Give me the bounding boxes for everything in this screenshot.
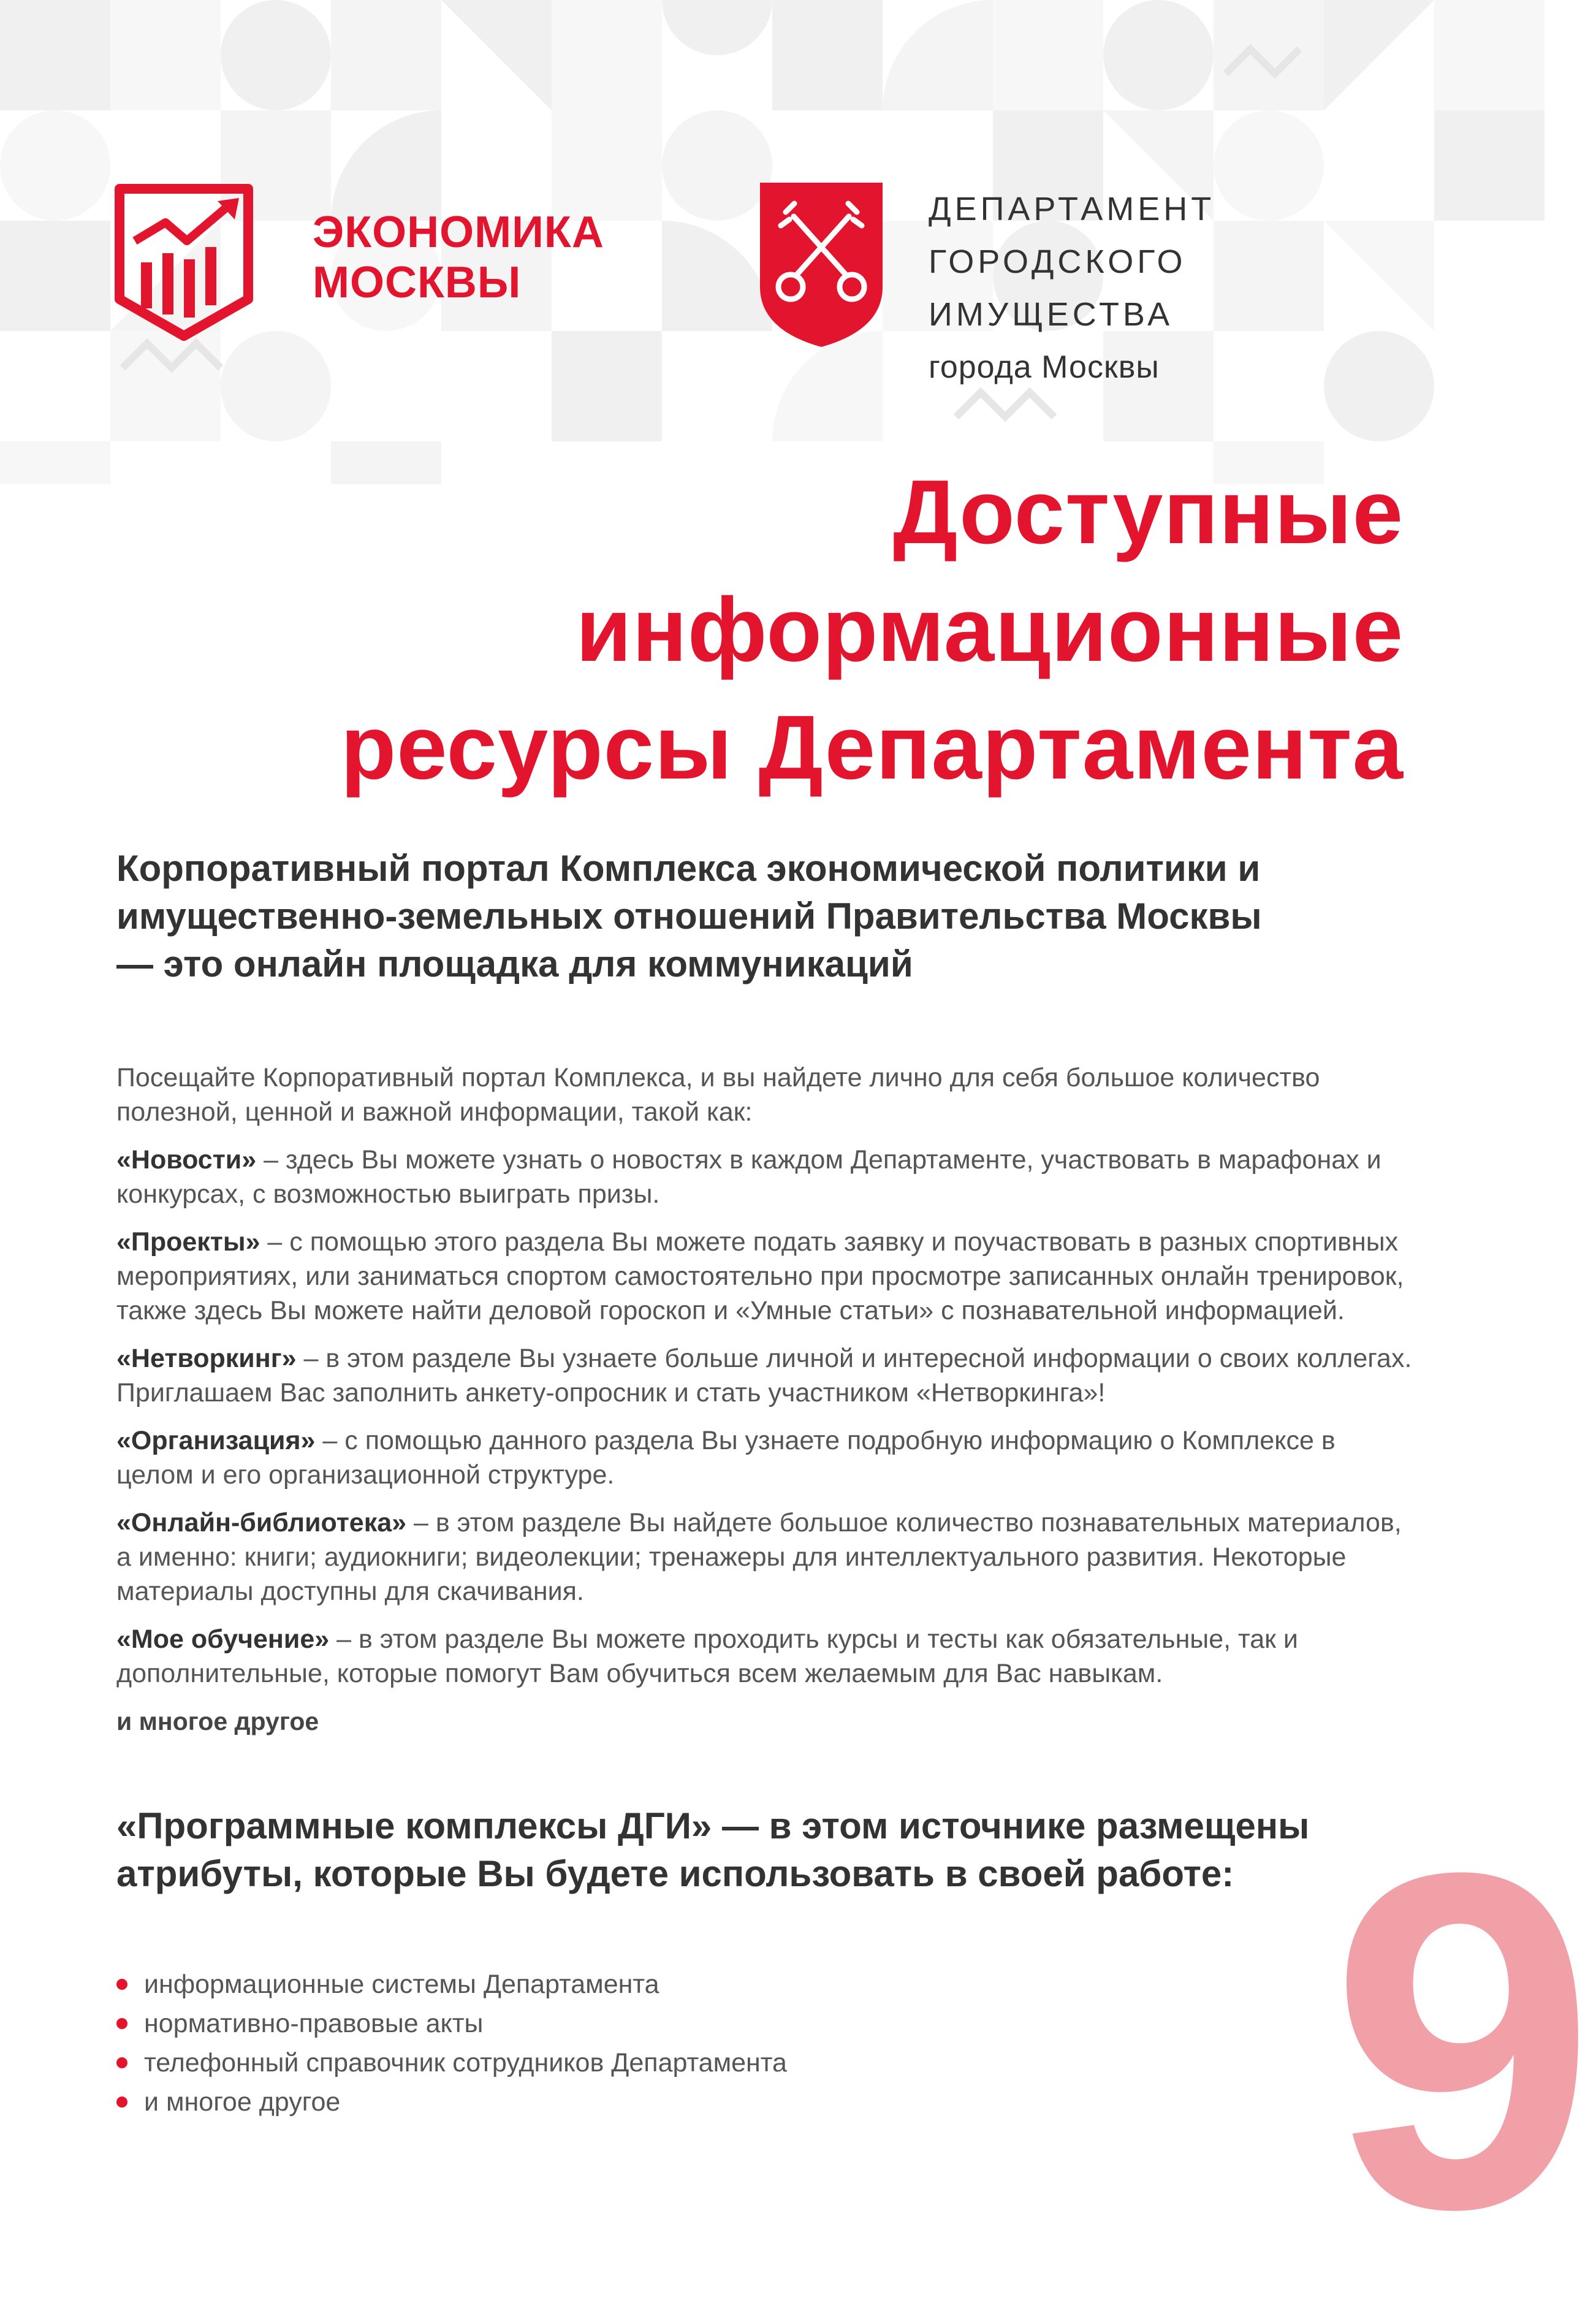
list-item xyxy=(116,2043,787,2082)
portal-item-name: «Новости» xyxy=(116,1145,257,1175)
bullet-dot-icon xyxy=(116,2097,127,2108)
portal-body xyxy=(116,1061,1416,1752)
list-item-text: информационные системы Департамента xyxy=(144,1970,659,1999)
economy-moscow-logo xyxy=(113,183,665,342)
list-item xyxy=(116,1965,787,2004)
portal-item-name: «Проекты» xyxy=(116,1227,260,1257)
portal-item-text: – здесь Вы можете узнать о новостях в каждом Департаменте, участвовать в марафонах и конкурсах, с возможностью выиграть призы. xyxy=(116,1145,1381,1209)
list-item-text: и многое другое xyxy=(144,2087,341,2117)
portal-item-name: «Мое обучение» xyxy=(116,1624,330,1654)
portal-item-networking xyxy=(116,1341,1416,1410)
chart-growth-icon xyxy=(113,183,254,342)
portal-item-projects xyxy=(116,1225,1416,1328)
portal-item-name: «Нетворкинг» xyxy=(116,1344,297,1373)
title-line2: информационные xyxy=(576,579,1404,680)
portal-item-news xyxy=(116,1143,1416,1211)
portal-intro: Посещайте Корпоративный портал Комплекса, и вы найдете лично для себя большое количество полезной, ценной и важной информации, такой как: xyxy=(116,1063,1320,1127)
econ-logo-line1: ЭКОНОМИКА xyxy=(313,208,604,257)
portal-item-library xyxy=(116,1506,1416,1609)
programs-list xyxy=(116,1965,787,2122)
list-item xyxy=(116,2004,787,2043)
portal-item-text: – с помощью данного раздела Вы узнаете подробную информацию о Комплексе в целом и его организационной структуре. xyxy=(116,1426,1336,1490)
programs-heading: «Программные комплексы ДГИ» — в этом источнике размещены атрибуты, которые Вы будете использовать в своей работе: xyxy=(116,1805,1310,1894)
list-item-text: нормативно-правовые акты xyxy=(144,2009,484,2038)
portal-item-text: – в этом разделе Вы найдете большое количество познавательных материалов, а именно: книги; аудиокниги; видеолекции; тренажеры для интеллектуального развития. Некоторые материалы доступны для скачивания. xyxy=(116,1508,1402,1606)
econ-logo-line2: МОСКВЫ xyxy=(313,258,522,307)
portal-heading: Корпоративный портал Комплекса экономической политики и имущественно-земельных отношений Правительства Москвы — это онлайн площадка для коммуникаций xyxy=(116,848,1262,985)
keys-shield-icon xyxy=(760,183,883,348)
portal-item-text: – с помощью этого раздела Вы можете подать заявку и поучаствовать в разных спортивных мероприятиях, или заниматься спортом самостоятельно при просмотре записанных онлайн тренировок, также здесь Вы можете найти деловой гороскоп и «Умные статьи» с познавательной информацией. xyxy=(116,1227,1404,1325)
title-line1: Доступные xyxy=(893,462,1404,563)
portal-item-learning xyxy=(116,1622,1416,1691)
bullet-dot-icon xyxy=(116,2057,127,2068)
department-logo xyxy=(760,183,1434,385)
portal-item-name: «Онлайн-библиотека» xyxy=(116,1508,407,1537)
portal-item-text: – в этом разделе Вы узнаете больше личной и интересной информации о своих коллегах. Приглашаем Вас заполнить анкету-опросник и стать участником «Нетворкинга»! xyxy=(116,1344,1412,1407)
portal-item-text: – в этом разделе Вы можете проходить курсы и тесты как обязательные, так и дополнительные, которые помогут Вам обучиться всем желаемым для Вас навыкам. xyxy=(116,1624,1298,1688)
page-title xyxy=(341,454,1404,807)
list-item-text: телефонный справочник сотрудников Департамента xyxy=(144,2048,787,2078)
portal-item-name: «Организация» xyxy=(116,1426,316,1455)
bullet-dot-icon xyxy=(116,2018,127,2029)
dgi-logo-line2: ГОРОДСКОГО ИМУЩЕСТВА xyxy=(929,243,1187,333)
portal-item-organization xyxy=(116,1423,1416,1492)
dgi-logo-line3: города Москвы xyxy=(929,349,1160,385)
title-line3: ресурсы Департамента xyxy=(340,697,1404,798)
list-item xyxy=(116,2082,787,2122)
dgi-logo-line1: ДЕПАРТАМЕНТ xyxy=(929,191,1215,227)
portal-more: и многое другое xyxy=(116,1707,319,1735)
page-number: 9 xyxy=(1330,1774,1596,2308)
bullet-dot-icon xyxy=(116,1979,127,1990)
